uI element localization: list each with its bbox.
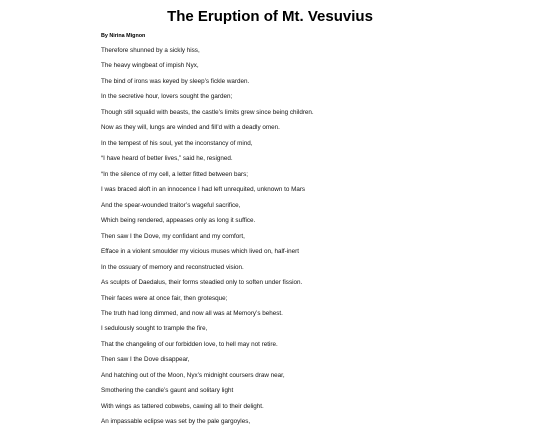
poem-line: Their faces were at once fair, then grotesque;: [101, 294, 228, 302]
poem-line: That the changeling of our forbidden love, to hell may not retire.: [101, 340, 278, 348]
poem-line: In the tempest of his soul, yet the inconstancy of mind,: [101, 139, 253, 147]
poem-body: [101, 47, 314, 434]
poem-line: I sedulously sought to trample the fire,: [101, 325, 208, 333]
poem-line: Now as they will, lungs are winded and fill’d with a deadly omen.: [101, 124, 280, 132]
poem-line: As sculpts of Daedalus, their forms steadied only to soften under fission.: [101, 279, 303, 287]
poem-line: An impassable eclipse was set by the pale gargoyles,: [101, 418, 251, 426]
poem-line: Smothering the candle’s gaunt and solitary light: [101, 387, 234, 395]
author-byline: By Nirina Mignon: [101, 33, 146, 39]
poem-line: And the spear-wounded traitor’s wageful sacrifice,: [101, 201, 241, 209]
poem-line: Though still squalid with beasts, the castle’s limits grew since being children.: [101, 108, 314, 116]
poem-line: In the secretive hour, lovers sought the garden;: [101, 93, 233, 101]
poem-line: I was braced aloft in an innocence I had left unrequited, unknown to Mars: [101, 186, 306, 194]
poem-line: Then saw I the Dove, my confidant and my comfort,: [101, 232, 245, 240]
poem-line: The bind of irons was keyed by sleep’s fickle warden.: [101, 77, 250, 85]
poem-line: “I have heard of better lives,” said he, resigned.: [101, 155, 233, 163]
poem-line: Therefore shunned by a sickly hiss,: [101, 47, 200, 54]
poem-line: “In the silence of my cell, a letter fitted between bars;: [101, 170, 248, 178]
poem-line: The heavy wingbeat of impish Nyx,: [101, 62, 199, 70]
poem-title: The Eruption of Mt. Vesuvius: [167, 8, 373, 25]
poem-line: Then saw I the Dove disappear,: [101, 356, 190, 364]
poem-line: The truth had long dimmed, and now all was at Memory’s behest.: [101, 309, 283, 317]
poem-line: Efface in a violent smoulder my vicious muses which lived on, half-inert: [101, 248, 299, 256]
poem-line: Which being rendered, appeases only as long it suffice.: [101, 217, 256, 225]
poem-line: With wings as tattered cobwebs, cawing all to their delight.: [101, 402, 264, 410]
poem-line: In the ossuary of memory and reconstructed vision.: [101, 263, 244, 271]
poem-line: And hatching out of the Moon, Nyx’s midnight coursers draw near,: [101, 371, 285, 379]
